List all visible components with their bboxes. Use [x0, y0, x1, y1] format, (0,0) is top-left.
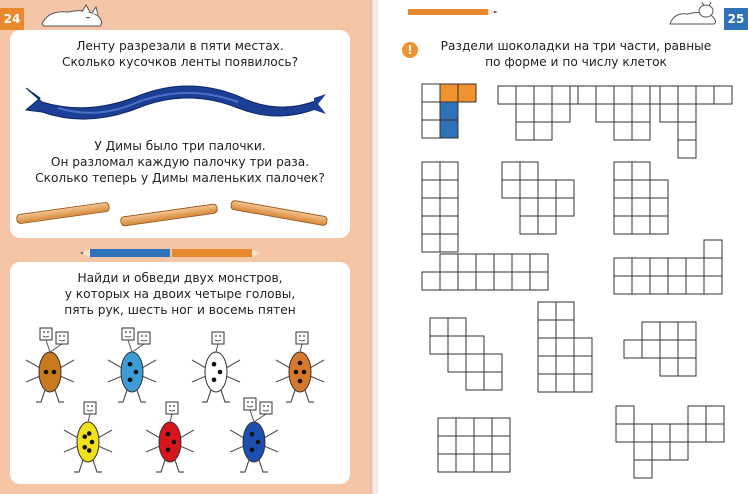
- chocolate-cell[interactable]: [512, 272, 530, 290]
- chocolate-cell[interactable]: [704, 258, 722, 276]
- chocolate-cell[interactable]: [678, 340, 696, 358]
- chocolate-cell[interactable]: [530, 272, 548, 290]
- chocolate-cell[interactable]: [650, 258, 668, 276]
- chocolate-cell[interactable]: [422, 120, 440, 138]
- chocolate-bar[interactable]: [422, 254, 548, 290]
- chocolate-cell[interactable]: [556, 374, 574, 392]
- chocolate-cell[interactable]: [440, 216, 458, 234]
- chocolate-cell[interactable]: [652, 424, 670, 442]
- chocolate-cell[interactable]: [534, 104, 552, 122]
- stick-3: [230, 200, 328, 227]
- chocolate-cell[interactable]: [512, 254, 530, 272]
- chocolate-cell[interactable]: [678, 140, 696, 158]
- chocolate-cell[interactable]: [492, 418, 510, 436]
- chocolate-cell[interactable]: [688, 406, 706, 424]
- chocolate-cell[interactable]: [538, 374, 556, 392]
- chocolate-bar[interactable]: [438, 418, 510, 472]
- chocolate-cell[interactable]: [520, 180, 538, 198]
- chocolate-cell[interactable]: [466, 372, 484, 390]
- chocolate-cell[interactable]: [430, 336, 448, 354]
- chocolate-cell[interactable]: [670, 424, 688, 442]
- chocolate-cell[interactable]: [660, 340, 678, 358]
- chocolate-cell[interactable]: [458, 272, 476, 290]
- chocolate-cell[interactable]: [632, 104, 650, 122]
- chocolate-cell[interactable]: [614, 162, 632, 180]
- chocolate-bar[interactable]: [538, 302, 592, 392]
- chocolate-cell[interactable]: [502, 162, 520, 180]
- chocolate-cell[interactable]: [438, 436, 456, 454]
- chocolate-cell[interactable]: [440, 234, 458, 252]
- chocolate-cell[interactable]: [556, 356, 574, 374]
- chocolate-cell[interactable]: [660, 358, 678, 376]
- chocolate-cell[interactable]: [632, 216, 650, 234]
- cat-doodle-icon: [38, 2, 108, 28]
- chocolate-cell[interactable]: [650, 216, 668, 234]
- chocolate-cell[interactable]: [492, 454, 510, 472]
- chocolate-bar[interactable]: [616, 406, 724, 478]
- chocolate-cell[interactable]: [474, 418, 492, 436]
- chocolate-cell[interactable]: [614, 104, 632, 122]
- chocolate-cell[interactable]: [534, 122, 552, 140]
- chocolate-cell[interactable]: [476, 254, 494, 272]
- chocolate-cell[interactable]: [448, 318, 466, 336]
- chocolate-cell[interactable]: [614, 180, 632, 198]
- chocolate-bar[interactable]: [660, 86, 732, 158]
- chocolate-bar[interactable]: [614, 240, 722, 294]
- chocolate-cell[interactable]: [422, 84, 440, 102]
- chocolate-cell[interactable]: [440, 102, 458, 120]
- page-number-left: 24: [0, 8, 24, 30]
- chocolate-cell[interactable]: [614, 258, 632, 276]
- task1-line: Сколько кусочков ленты появилось?: [61, 55, 299, 69]
- chocolate-cell[interactable]: [448, 336, 466, 354]
- chocolate-cell[interactable]: [660, 104, 678, 122]
- chocolate-cell[interactable]: [422, 162, 440, 180]
- chocolate-cell[interactable]: [556, 198, 574, 216]
- chocolate-cell[interactable]: [634, 460, 652, 478]
- chocolate-cell[interactable]: [614, 86, 632, 104]
- chocolate-cell[interactable]: [650, 198, 668, 216]
- task2-line: Он разломал каждую палочку три раза.: [50, 155, 310, 169]
- chocolate-cell[interactable]: [614, 216, 632, 234]
- monster[interactable]: [192, 332, 240, 402]
- chocolate-cell[interactable]: [440, 162, 458, 180]
- stick-2: [120, 203, 218, 227]
- task2-text: [10, 138, 350, 186]
- chocolate-cell[interactable]: [578, 86, 596, 104]
- chocolate-bar[interactable]: [498, 86, 588, 140]
- chocolate-cell[interactable]: [556, 302, 574, 320]
- chocolate-cell[interactable]: [686, 276, 704, 294]
- chocolate-task-line: Раздели шоколадки на три части, равные: [440, 39, 712, 53]
- chocolate-cell[interactable]: [448, 354, 466, 372]
- chocolate-cell[interactable]: [574, 338, 592, 356]
- chocolate-cell[interactable]: [660, 86, 678, 104]
- chocolate-bar[interactable]: [502, 162, 574, 234]
- chocolate-cell[interactable]: [678, 104, 696, 122]
- chocolate-cell[interactable]: [456, 436, 474, 454]
- monster[interactable]: [26, 328, 74, 402]
- ribbon-sticks-card: [10, 30, 350, 238]
- chocolate-cell[interactable]: [556, 180, 574, 198]
- right-page: [378, 0, 748, 494]
- chocolate-cell[interactable]: [632, 162, 650, 180]
- chocolate-cell[interactable]: [538, 198, 556, 216]
- stick-1: [16, 202, 110, 225]
- chocolate-cell[interactable]: [516, 86, 534, 104]
- chocolate-cell[interactable]: [614, 198, 632, 216]
- chocolate-cell[interactable]: [616, 406, 634, 424]
- task3-line: пять рук, шесть ног и восемь пятен: [64, 303, 296, 317]
- chocolate-cell[interactable]: [538, 356, 556, 374]
- task1-text: [10, 38, 350, 70]
- chocolate-cell[interactable]: [438, 454, 456, 472]
- left-page: [0, 0, 370, 494]
- chocolate-cell[interactable]: [440, 180, 458, 198]
- chocolate-cell[interactable]: [440, 84, 458, 102]
- chocolate-cell[interactable]: [534, 86, 552, 104]
- page-number-right: 25: [724, 8, 748, 30]
- chocolate-cell[interactable]: [678, 122, 696, 140]
- chocolate-cell[interactable]: [516, 122, 534, 140]
- chocolate-cell[interactable]: [430, 318, 448, 336]
- book-spine: [370, 0, 378, 494]
- task2-line: У Димы было три палочки.: [94, 139, 266, 153]
- chocolate-cell[interactable]: [422, 216, 440, 234]
- chocolate-cell[interactable]: [714, 86, 732, 104]
- chocolate-cell[interactable]: [440, 254, 458, 272]
- chocolate-cell[interactable]: [440, 198, 458, 216]
- chocolate-cell[interactable]: [632, 122, 650, 140]
- chocolate-cell[interactable]: [538, 320, 556, 338]
- chocolate-cell[interactable]: [632, 180, 650, 198]
- chocolate-cell[interactable]: [706, 406, 724, 424]
- chocolate-bar[interactable]: [578, 86, 668, 140]
- chocolate-cell[interactable]: [422, 102, 440, 120]
- chocolate-cell[interactable]: [466, 336, 484, 354]
- chocolate-cell[interactable]: [440, 272, 458, 290]
- chocolate-cell[interactable]: [458, 254, 476, 272]
- chocolate-cell[interactable]: [660, 322, 678, 340]
- chocolate-cell[interactable]: [596, 86, 614, 104]
- monster[interactable]: [230, 398, 278, 472]
- chocolate-cell[interactable]: [492, 436, 510, 454]
- chocolate-cell[interactable]: [652, 442, 670, 460]
- chocolate-cell[interactable]: [678, 86, 696, 104]
- chocolate-cell[interactable]: [634, 424, 652, 442]
- chocolate-cell[interactable]: [650, 276, 668, 294]
- chocolate-cell[interactable]: [556, 338, 574, 356]
- chocolate-bar[interactable]: [422, 162, 458, 252]
- chocolate-cell[interactable]: [678, 358, 696, 376]
- chocolate-cell[interactable]: [614, 122, 632, 140]
- chocolate-cell[interactable]: [456, 418, 474, 436]
- task3-line: Найди и обведи двух монстров,: [77, 271, 283, 285]
- chocolate-cell[interactable]: [422, 198, 440, 216]
- chocolate-task-line: по форме и по числу клеток: [485, 55, 667, 69]
- chocolate-cell[interactable]: [668, 276, 686, 294]
- chocolate-cell[interactable]: [614, 276, 632, 294]
- chocolate-cell[interactable]: [686, 258, 704, 276]
- chocolate-cell[interactable]: [556, 320, 574, 338]
- chocolate-cell[interactable]: [552, 86, 570, 104]
- chocolate-cell[interactable]: [498, 86, 516, 104]
- pencils-icon: [80, 248, 260, 258]
- chocolate-cell[interactable]: [634, 442, 652, 460]
- ribbon-icon: [18, 78, 328, 134]
- monster[interactable]: [276, 332, 324, 402]
- chocolate-cell[interactable]: [502, 180, 520, 198]
- chocolate-cell[interactable]: [574, 356, 592, 374]
- chocolate-cell[interactable]: [668, 258, 686, 276]
- chocolate-cell[interactable]: [440, 120, 458, 138]
- chocolate-cell[interactable]: [474, 454, 492, 472]
- chocolate-cell[interactable]: [688, 424, 706, 442]
- chocolate-cell[interactable]: [458, 84, 476, 102]
- chocolate-cell[interactable]: [484, 372, 502, 390]
- chocolate-cell[interactable]: [520, 198, 538, 216]
- chocolate-cell[interactable]: [574, 374, 592, 392]
- task2-line: Сколько теперь у Димы маленьких палочек?: [35, 171, 325, 185]
- chocolate-cell[interactable]: [438, 418, 456, 436]
- chocolate-cell[interactable]: [596, 104, 614, 122]
- chocolate-cell[interactable]: [520, 216, 538, 234]
- chocolate-cell[interactable]: [632, 86, 650, 104]
- chocolate-bar[interactable]: [430, 318, 502, 390]
- chocolate-cell[interactable]: [538, 180, 556, 198]
- chocolate-cell[interactable]: [632, 258, 650, 276]
- chocolate-cell[interactable]: [456, 454, 474, 472]
- chocolate-cell[interactable]: [704, 240, 722, 258]
- chocolate-cell[interactable]: [670, 442, 688, 460]
- chocolate-cell[interactable]: [538, 216, 556, 234]
- chocolate-cell[interactable]: [494, 272, 512, 290]
- chocolate-cell[interactable]: [642, 340, 660, 358]
- chocolate-cell[interactable]: [624, 340, 642, 358]
- monster[interactable]: [108, 328, 156, 402]
- chocolate-cell[interactable]: [516, 104, 534, 122]
- chocolate-cell[interactable]: [642, 322, 660, 340]
- task3-line: у которых на двоих четыре головы,: [64, 287, 296, 301]
- chocolate-cell[interactable]: [538, 302, 556, 320]
- chocolate-grids: [378, 0, 748, 494]
- exclamation-icon: !: [402, 42, 418, 58]
- chocolate-cell[interactable]: [422, 234, 440, 252]
- task1-line: Ленту разрезали в пяти местах.: [76, 39, 284, 53]
- chocolate-bar[interactable]: [614, 162, 668, 234]
- monster[interactable]: [146, 402, 194, 472]
- chocolate-cell[interactable]: [520, 162, 538, 180]
- chocolate-cell[interactable]: [632, 276, 650, 294]
- chocolate-bar[interactable]: [624, 322, 696, 376]
- chocolate-cell[interactable]: [484, 354, 502, 372]
- chocolate-bar[interactable]: [422, 84, 476, 138]
- chocolate-cell[interactable]: [650, 180, 668, 198]
- chocolate-cell[interactable]: [632, 198, 650, 216]
- monsters-card: [10, 262, 350, 484]
- chocolate-cell[interactable]: [696, 86, 714, 104]
- chocolate-cell[interactable]: [704, 276, 722, 294]
- monster[interactable]: [64, 402, 112, 472]
- chocolate-cell[interactable]: [422, 180, 440, 198]
- chocolate-cell[interactable]: [476, 272, 494, 290]
- chocolate-cell[interactable]: [552, 104, 570, 122]
- chocolate-cell[interactable]: [678, 322, 696, 340]
- chocolate-cell[interactable]: [616, 424, 634, 442]
- monsters-illustration: [10, 262, 350, 484]
- chocolate-cell[interactable]: [530, 254, 548, 272]
- chocolate-cell[interactable]: [538, 338, 556, 356]
- chocolate-cell[interactable]: [474, 436, 492, 454]
- chocolate-cell[interactable]: [494, 254, 512, 272]
- chocolate-cell[interactable]: [422, 272, 440, 290]
- chocolate-cell[interactable]: [706, 424, 724, 442]
- chocolate-cell[interactable]: [466, 354, 484, 372]
